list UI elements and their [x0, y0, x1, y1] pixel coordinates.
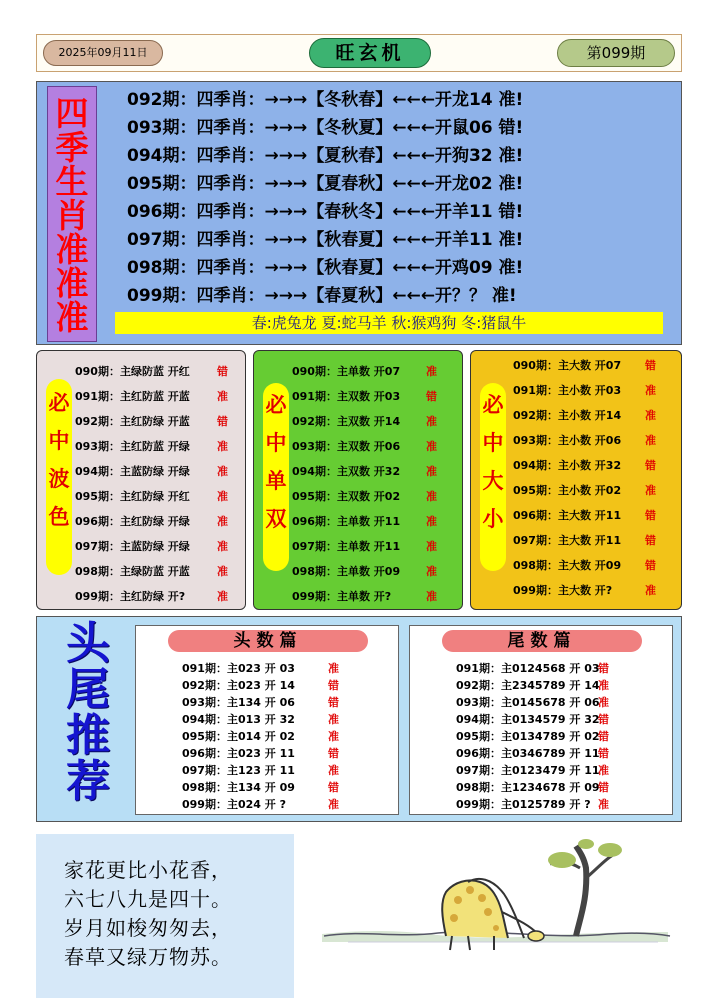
season-row	[127, 254, 667, 282]
season-row-pick: 【秋春夏】	[307, 258, 393, 278]
panel-row	[37, 484, 245, 509]
side-title-char: 必	[482, 393, 504, 417]
date-badge: 2025年09月11日	[43, 40, 163, 66]
side-title-char: 四	[55, 94, 89, 133]
four-seasons-section	[36, 81, 682, 345]
number-row-text: 093期：主0145678 开 06	[456, 696, 600, 709]
panel-row-text: 099期：主大数 开?	[513, 584, 613, 597]
number-row-status: 准	[328, 713, 339, 726]
number-row-status: 准	[598, 798, 609, 811]
panel-row-status: 错	[645, 559, 656, 572]
panel-row	[254, 509, 462, 534]
panel-row-text: 090期：主大数 开07	[513, 359, 622, 372]
season-row-arrow-l: ←←←	[392, 174, 435, 194]
season-row-result: 开龙02 准!	[434, 174, 524, 194]
panel-row	[471, 528, 681, 553]
panel-row	[471, 478, 681, 503]
panel-row	[471, 428, 681, 453]
number-row-text: 091期：主0124568 开 03	[456, 662, 600, 675]
season-row-pick: 【秋春夏】	[307, 230, 393, 250]
panel-row-text: 093期：主小数 开06	[513, 434, 622, 447]
side-title-char: 准	[55, 230, 89, 269]
seasons-legend: 春:虎兔龙 夏:蛇马羊 秋:猴鸡狗 冬:猪鼠牛	[115, 312, 663, 334]
season-row	[127, 226, 667, 254]
side-title-char: 尾	[66, 664, 110, 715]
panel-row-status: 准	[217, 490, 228, 503]
season-row-arrow-r: →→→	[264, 286, 308, 306]
giraffe-illustration	[318, 838, 672, 998]
panel-row-status: 准	[426, 465, 437, 478]
season-row-result: 开？？ 准!	[434, 286, 517, 306]
panel-row-text: 092期：主双数 开14	[292, 415, 401, 428]
side-title-char: 波	[48, 467, 70, 491]
four-seasons-list	[127, 86, 667, 310]
panel-row	[471, 353, 681, 378]
panel-row-text: 099期：主单数 开?	[292, 590, 392, 603]
panel-row-text: 095期：主红防绿 开红	[75, 490, 190, 503]
panel-row	[254, 359, 462, 384]
panel-row	[37, 584, 245, 609]
number-row-text: 091期：主023 开 03	[182, 662, 295, 675]
panel-row-status: 准	[426, 515, 437, 528]
panel-row	[37, 409, 245, 434]
number-row-text: 095期：主0134789 开 02	[456, 730, 600, 743]
side-title-char: 色	[48, 505, 70, 529]
number-row-text: 096期：主023 开 11	[182, 747, 295, 760]
season-row	[127, 170, 667, 198]
side-title-char: 大	[482, 469, 504, 493]
number-row-status: 错	[598, 781, 609, 794]
panel-row	[37, 534, 245, 559]
panel-row-text: 096期：主大数 开11	[513, 509, 622, 522]
season-row-arrow-l: ←←←	[392, 118, 435, 138]
panel-row-text: 093期：主双数 开06	[292, 440, 401, 453]
season-row-arrow-r: →→→	[264, 258, 308, 278]
season-row-arrow-r: →→→	[264, 146, 308, 166]
number-row-status: 错	[328, 696, 339, 709]
season-row-pick: 【春夏秋】	[307, 286, 393, 306]
number-row-text: 094期：主0134579 开 32	[456, 713, 600, 726]
number-row	[410, 711, 672, 728]
season-row	[127, 198, 667, 226]
panel-row-text: 092期：主小数 开14	[513, 409, 622, 422]
number-row-text: 099期：主0125789 开 ?	[456, 798, 591, 811]
season-row-period: 093期：	[127, 118, 197, 138]
season-row	[127, 142, 667, 170]
number-row	[136, 762, 398, 779]
panel-row-text: 096期：主红防绿 开绿	[75, 515, 190, 528]
season-row-label: 四季肖：	[196, 202, 265, 222]
page-title: 旺玄机	[309, 38, 431, 68]
panel-row-status: 准	[426, 540, 437, 553]
season-row-result: 开羊11 错!	[434, 202, 524, 222]
side-title-char: 必	[48, 391, 70, 415]
season-row-pick: 【冬秋夏】	[307, 118, 393, 138]
panel-row-status: 准	[426, 565, 437, 578]
head-tail-section	[36, 616, 682, 822]
panel-row-status: 准	[217, 440, 228, 453]
panel-row-status: 准	[217, 540, 228, 553]
number-row-status: 错	[598, 747, 609, 760]
season-row-period: 096期：	[127, 202, 197, 222]
number-row-status: 错	[328, 747, 339, 760]
panel-row-text: 097期：主单数 开11	[292, 540, 401, 553]
season-row-period: 095期：	[127, 174, 197, 194]
panel-row-status: 准	[426, 440, 437, 453]
number-row-text: 095期：主014 开 02	[182, 730, 295, 743]
panel-row-status: 错	[645, 459, 656, 472]
panel-row	[254, 484, 462, 509]
number-row	[136, 660, 398, 677]
poem-line: 六七八九是四十。	[64, 887, 232, 911]
side-title-char: 中	[265, 431, 287, 455]
panel-row	[37, 434, 245, 459]
season-row-arrow-l: ←←←	[392, 90, 435, 110]
number-row	[136, 677, 398, 694]
season-row-result: 开鸡09 准!	[434, 258, 524, 278]
season-row-label: 四季肖：	[196, 174, 265, 194]
number-row	[410, 660, 672, 677]
panel-row-status: 错	[645, 534, 656, 547]
panel-row-status: 准	[645, 434, 656, 447]
number-row-status: 准	[598, 764, 609, 777]
side-title-char: 准	[55, 298, 89, 337]
issue-badge: 第099期	[557, 39, 675, 67]
season-row	[127, 114, 667, 142]
number-row-status: 准	[328, 730, 339, 743]
panel-row-text: 091期：主红防蓝 开蓝	[75, 390, 190, 403]
number-row	[410, 745, 672, 762]
panel-row-text: 092期：主红防绿 开蓝	[75, 415, 190, 428]
side-title-char: 头	[66, 618, 110, 669]
panel-row	[471, 453, 681, 478]
panel-row-status: 准	[217, 590, 228, 603]
number-row-text: 092期：主2345789 开 14	[456, 679, 600, 692]
season-row-pick: 【夏秋春】	[307, 146, 393, 166]
panel-row-text: 090期：主单数 开07	[292, 365, 401, 378]
season-row-result: 开鼠06 错!	[434, 118, 524, 138]
panel-row-text: 098期：主大数 开09	[513, 559, 622, 572]
number-row-status: 准	[328, 764, 339, 777]
number-row-text: 097期：主123 开 11	[182, 764, 295, 777]
poem-line: 春草又绿万物苏。	[64, 945, 232, 969]
season-row-label: 四季肖：	[196, 286, 265, 306]
panel-row-text: 098期：主单数 开09	[292, 565, 401, 578]
season-row-result: 开羊11 准!	[434, 230, 524, 250]
panel-row-status: 准	[426, 415, 437, 428]
panel-row-status: 准	[645, 384, 656, 397]
panel-row-text: 091期：主小数 开03	[513, 384, 622, 397]
season-row-result: 开龙14 准!	[434, 90, 524, 110]
side-title-char: 中	[482, 431, 504, 455]
side-title-char: 中	[48, 429, 70, 453]
poem-line: 岁月如梭匆匆去，	[64, 916, 232, 940]
season-row-arrow-r: →→→	[264, 118, 308, 138]
side-title-char: 小	[482, 507, 504, 531]
season-row-arrow-r: →→→	[264, 202, 308, 222]
panel-row	[37, 359, 245, 384]
number-row	[136, 745, 398, 762]
number-row-status: 错	[598, 730, 609, 743]
panel-row-status: 准	[426, 590, 437, 603]
tail-number-title: 尾数篇	[442, 630, 642, 652]
panel-row	[471, 503, 681, 528]
number-row	[410, 677, 672, 694]
panel-row-text: 095期：主双数 开02	[292, 490, 401, 503]
panel-row-text: 090期：主绿防蓝 开红	[75, 365, 190, 378]
season-row-label: 四季肖：	[196, 90, 265, 110]
number-row-text: 099期：主024 开 ?	[182, 798, 286, 811]
panel-row-text: 097期：主大数 开11	[513, 534, 622, 547]
number-row	[136, 711, 398, 728]
season-row-arrow-r: →→→	[264, 174, 308, 194]
poem-line: 家花更比小花香，	[64, 858, 232, 882]
season-row-arrow-l: ←←←	[392, 146, 435, 166]
number-row	[136, 728, 398, 745]
season-row-period: 097期：	[127, 230, 197, 250]
panel-row-status: 错	[645, 359, 656, 372]
number-row-text: 093期：主134 开 06	[182, 696, 295, 709]
season-row-period: 094期：	[127, 146, 197, 166]
side-title-char: 生	[55, 162, 89, 201]
panel-row	[254, 584, 462, 609]
panel-row	[254, 534, 462, 559]
season-row-label: 四季肖：	[196, 258, 265, 278]
panel-row-status: 准	[426, 490, 437, 503]
panel-row	[37, 459, 245, 484]
season-row	[127, 282, 667, 310]
panel-row-status: 准	[217, 565, 228, 578]
number-row	[410, 762, 672, 779]
season-row-label: 四季肖：	[196, 230, 265, 250]
panel-row-text: 091期：主双数 开03	[292, 390, 401, 403]
number-row-text: 097期：主0123479 开 11	[456, 764, 600, 777]
panel-row	[37, 384, 245, 409]
panel-row	[471, 553, 681, 578]
panel-row-status: 准	[426, 365, 437, 378]
number-row	[410, 728, 672, 745]
number-row	[410, 796, 672, 813]
panel-row-status: 准	[217, 390, 228, 403]
panel-row-text: 095期：主小数 开02	[513, 484, 622, 497]
side-title-char: 推	[66, 710, 110, 761]
panel-row	[471, 378, 681, 403]
panel-row-text: 093期：主红防蓝 开绿	[75, 440, 190, 453]
panel-row-status: 准	[217, 515, 228, 528]
season-row-arrow-r: →→→	[264, 230, 308, 250]
panel-row	[254, 409, 462, 434]
number-row-status: 准	[598, 696, 609, 709]
panel-row	[471, 578, 681, 603]
four-seasons-side-title	[47, 86, 97, 342]
number-row-text: 096期：主0346789 开 11	[456, 747, 600, 760]
season-row-arrow-l: ←←←	[392, 258, 435, 278]
season-row-arrow-l: ←←←	[392, 286, 435, 306]
season-row-arrow-l: ←←←	[392, 230, 435, 250]
number-row-text: 094期：主013 开 32	[182, 713, 295, 726]
season-row-period: 099期：	[127, 286, 197, 306]
season-row-arrow-r: →→→	[264, 90, 308, 110]
panel-row	[37, 509, 245, 534]
head-tail-side-title	[45, 618, 131, 817]
side-title-char: 单	[265, 469, 287, 493]
number-row-text: 092期：主023 开 14	[182, 679, 295, 692]
panel-row	[254, 459, 462, 484]
season-row-pick: 【夏春秋】	[307, 174, 393, 194]
panel-row	[254, 559, 462, 584]
panel-row-status: 错	[645, 509, 656, 522]
panel-row-text: 094期：主双数 开32	[292, 465, 401, 478]
season-row-arrow-l: ←←←	[392, 202, 435, 222]
side-title-char: 荐	[66, 756, 110, 807]
side-title-char: 准	[55, 264, 89, 303]
color-panel	[36, 350, 246, 610]
panel-row-text: 099期：主红防绿 开?	[75, 590, 186, 603]
panel-row-status: 准	[645, 409, 656, 422]
side-title-char: 肖	[55, 196, 89, 235]
number-row	[136, 694, 398, 711]
number-row-status: 错	[328, 679, 339, 692]
number-row-status: 错	[598, 662, 609, 675]
size-panel	[470, 350, 682, 610]
season-row-period: 098期：	[127, 258, 197, 278]
side-title-char: 必	[265, 393, 287, 417]
number-row-status: 错	[598, 713, 609, 726]
odd-even-panel	[253, 350, 463, 610]
panel-row-status: 错	[217, 415, 228, 428]
number-row-status: 错	[328, 781, 339, 794]
season-row-period: 092期：	[127, 90, 197, 110]
panel-row-text: 097期：主蓝防绿 开绿	[75, 540, 190, 553]
number-row	[136, 779, 398, 796]
panel-row-text: 094期：主蓝防绿 开绿	[75, 465, 190, 478]
season-row-label: 四季肖：	[196, 118, 265, 138]
head-number-title: 头数篇	[168, 630, 368, 652]
season-row-result: 开狗32 准!	[434, 146, 524, 166]
number-row-text: 098期：主134 开 09	[182, 781, 295, 794]
season-row-label: 四季肖：	[196, 146, 265, 166]
season-row-pick: 【春秋冬】	[307, 202, 393, 222]
season-row	[127, 86, 667, 114]
panel-row-status: 错	[426, 390, 437, 403]
side-title-char: 双	[265, 507, 287, 531]
panel-row	[254, 384, 462, 409]
number-row-text: 098期：主1234678 开 09	[456, 781, 600, 794]
panel-row-text: 096期：主单数 开11	[292, 515, 401, 528]
panel-row	[254, 434, 462, 459]
number-row	[410, 694, 672, 711]
tail-number-box	[409, 625, 673, 815]
panel-row-text: 094期：主小数 开32	[513, 459, 622, 472]
panel-row-text: 098期：主绿防蓝 开蓝	[75, 565, 190, 578]
panel-row-status: 错	[217, 365, 228, 378]
panel-row	[471, 403, 681, 428]
poem-box	[36, 834, 294, 998]
number-row	[410, 779, 672, 796]
number-row-status: 准	[328, 662, 339, 675]
poem-lines	[36, 856, 232, 972]
panel-row-status: 准	[217, 465, 228, 478]
number-row-status: 准	[598, 679, 609, 692]
panel-row-status: 准	[645, 484, 656, 497]
panel-row-status: 准	[645, 584, 656, 597]
head-number-box	[135, 625, 399, 815]
season-row-pick: 【冬秋春】	[307, 90, 393, 110]
panel-row	[37, 559, 245, 584]
header-bar	[36, 34, 682, 72]
number-row-status: 准	[328, 798, 339, 811]
side-title-char: 季	[55, 128, 89, 167]
number-row	[136, 796, 398, 813]
